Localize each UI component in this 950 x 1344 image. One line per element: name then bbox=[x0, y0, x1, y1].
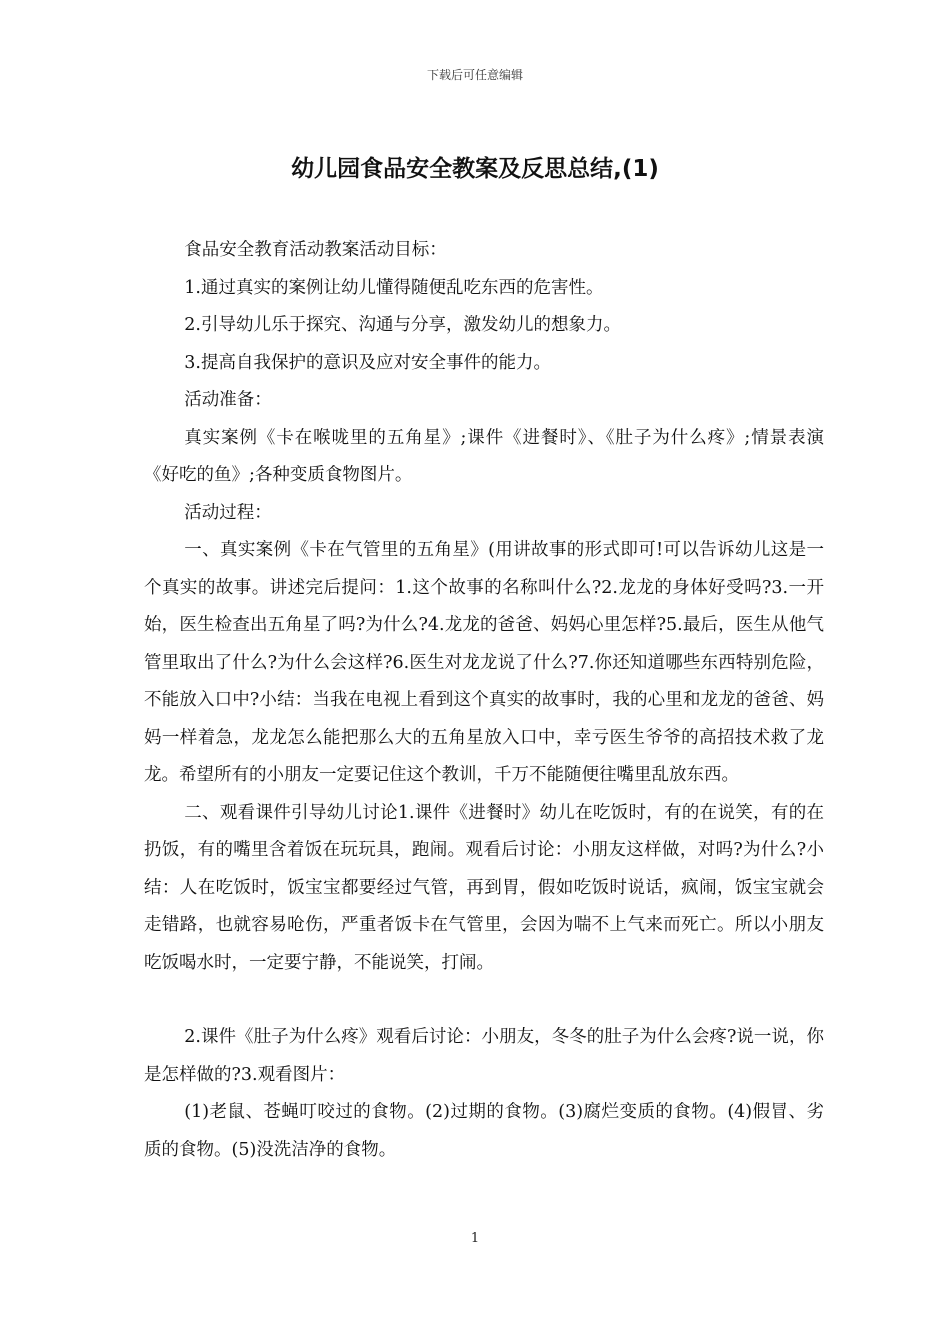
paragraph-objective-1: 1.通过真实的案例让幼儿懂得随便乱吃东西的危害性。 bbox=[184, 277, 604, 298]
paragraph-picture-list: (1)老鼠、苍蝇叮咬过的食物。(2)过期的食物。(3)腐烂变质的食物。(4)假冒、劣质的食物。(5)没洗洁净的食物。 bbox=[144, 1102, 824, 1160]
paragraph-process-part-2: 二、观看课件引导幼儿讨论1.课件《进餐时》幼儿在吃饭时，有的在说笑，有的在扔饭，有的嘴里含着饭在玩玩具，跑闹。观看后讨论：小朋友这样做，对吗?为什么?小结：人在吃饭时，饭宝宝都要经过气管，再到胃，假如吃饭时说话，疯闹，饭宝宝就会走错路，也就容易呛伤，严重者饭卡在气管里，会因为喘不上气来而死亡。所以小朋友吃饭喝水时，一定要宁静，不能说笑，打闹。 bbox=[144, 802, 824, 973]
paragraph-objective-3: 3.提高自我保护的意识及应对安全事件的能力。 bbox=[184, 352, 551, 373]
paragraph-courseware-2: 2.课件《肚子为什么疼》观看后讨论：小朋友，冬冬的肚子为什么会疼?说一说，你是怎样做的?3.观看图片： bbox=[144, 1027, 824, 1085]
paragraph-preparation-heading: 活动准备： bbox=[184, 390, 272, 410]
paragraph-objectives-heading: 食品安全教育活动教案活动目标： bbox=[184, 240, 447, 260]
paragraph-objective-2: 2.引导幼儿乐于探究、沟通与分享，激发幼儿的想象力。 bbox=[184, 315, 621, 335]
page-number: 1 bbox=[470, 1231, 480, 1246]
paragraph-process-part-1: 一、真实案例《卡在气管里的五角星》(用讲故事的形式即可!可以告诉幼儿这是一个真实的故事。讲述完后提问：1.这个故事的名称叫什么?2.龙龙的身体好受吗?3.一开始，医生检查出五角星了吗?为什么?4.龙龙的爸爸、妈妈心里怎样?5.最后，医生从他气管里取出了什么?为什么会这样?6.医生对龙龙说了什么?7.你还知道哪些东西特别危险，不能放入口中?小结：当我在电视上看到这个真实的故事时，我的心里和龙龙的爸爸、妈妈一样着急，龙龙怎么能把那么大的五角星放入口中，幸亏医生爷爷的高招技术救了龙龙。希望所有的小朋友一定要记住这个教训，千万不能随便往嘴里乱放东西。 bbox=[144, 540, 824, 785]
document-title: 幼儿园食品安全教案及反思总结,(1) bbox=[291, 156, 659, 182]
paragraph-process-heading: 活动过程： bbox=[184, 502, 272, 523]
page-header: 下载后可任意编辑 bbox=[426, 68, 523, 82]
document-body bbox=[144, 232, 824, 1169]
paragraph-preparation: 真实案例《卡在喉咙里的五角星》;课件《进餐时》、《肚子为什么疼》;情景表演《好吃的鱼》;各种变质食物图片。 bbox=[144, 427, 824, 485]
